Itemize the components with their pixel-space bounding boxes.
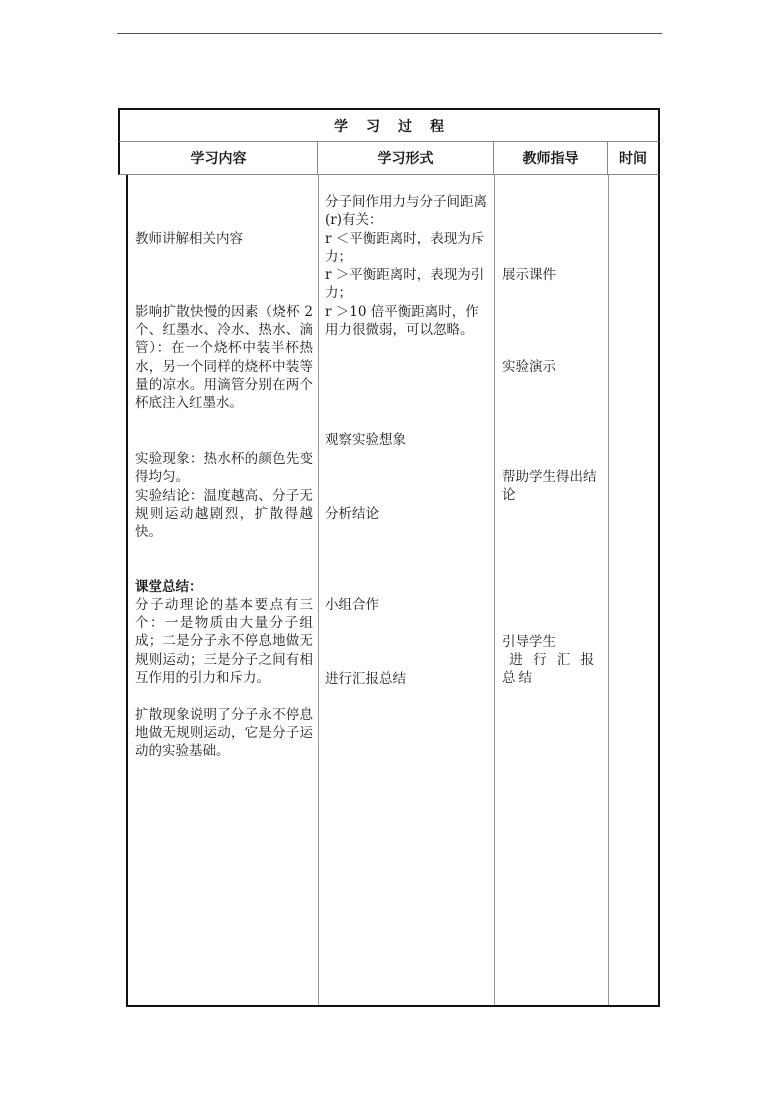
- form-intermolecular-force: 分子间作用力与分子间距离(r)有关：: [325, 194, 487, 229]
- column-divider: [608, 175, 609, 1005]
- column-header-content: 学习内容: [120, 142, 318, 174]
- form-attraction: r ＞平衡距离时，表现为引力；: [325, 267, 485, 302]
- table-body: [126, 175, 660, 1007]
- page-header-rule: [117, 33, 662, 34]
- content-teacher-explains: 教师讲解相关内容: [135, 231, 243, 247]
- content-summary-diffusion: 扩散现象说明了分子永不停息地做无规则运动，它是分子运动的实验基础。: [135, 707, 313, 760]
- guidance-report-summary: 进 行 汇 报 总结: [502, 652, 605, 687]
- content-diffusion-factors: 影响扩散快慢的因素（烧杯 2 个、红墨水、冷水、热水、滴管）：在一个烧杯中装半杯热水，另一个同样的烧杯中装等量的凉水。用滴管分别在两个杯底注入红墨水。: [135, 304, 318, 412]
- guidance-experiment-demo: 实验演示: [502, 359, 556, 375]
- form-analyze-conclusion: 分析结论: [325, 506, 379, 522]
- content-summary-heading: 课堂总结：: [135, 579, 203, 595]
- table-title: 学习过程: [118, 108, 660, 142]
- column-header-time: 时间: [619, 151, 647, 167]
- content-experiment-conclusion: 实验结论：温度越高、分子无规则运动越剧烈，扩散得越快。: [135, 488, 313, 541]
- column-divider: [318, 175, 319, 1005]
- guidance-help-conclusion: 帮助学生得出结论: [502, 469, 597, 504]
- form-group-cooperation: 小组合作: [325, 597, 379, 613]
- guidance-lead-students: 引导学生: [502, 634, 556, 650]
- content-experiment-phenomenon: 实验现象：热水杯的颜色先变得均匀。: [135, 451, 313, 486]
- form-observe-experiment: 观察实验想象: [325, 432, 406, 448]
- form-negligible: r ＞10 倍平衡距离时，作用力很微弱，可以忽略。: [325, 304, 479, 339]
- column-header-form: 学习形式: [318, 142, 494, 174]
- form-report-summary: 进行汇报总结: [325, 671, 406, 687]
- form-repulsion: r ＜平衡距离时，表现为斥力；: [325, 231, 485, 266]
- column-divider: [494, 175, 495, 1005]
- column-header-teacher-guidance: 教师指导: [494, 142, 608, 174]
- content-summary-points: 分子动理论的基本要点有三个：一是物质由大量分子组成；二是分子永不停息地做无规则运动；三是分子之间有相互作用的引力和斥力。: [135, 597, 313, 686]
- table-header-row: [118, 142, 660, 175]
- guidance-show-courseware: 展示课件: [502, 267, 556, 283]
